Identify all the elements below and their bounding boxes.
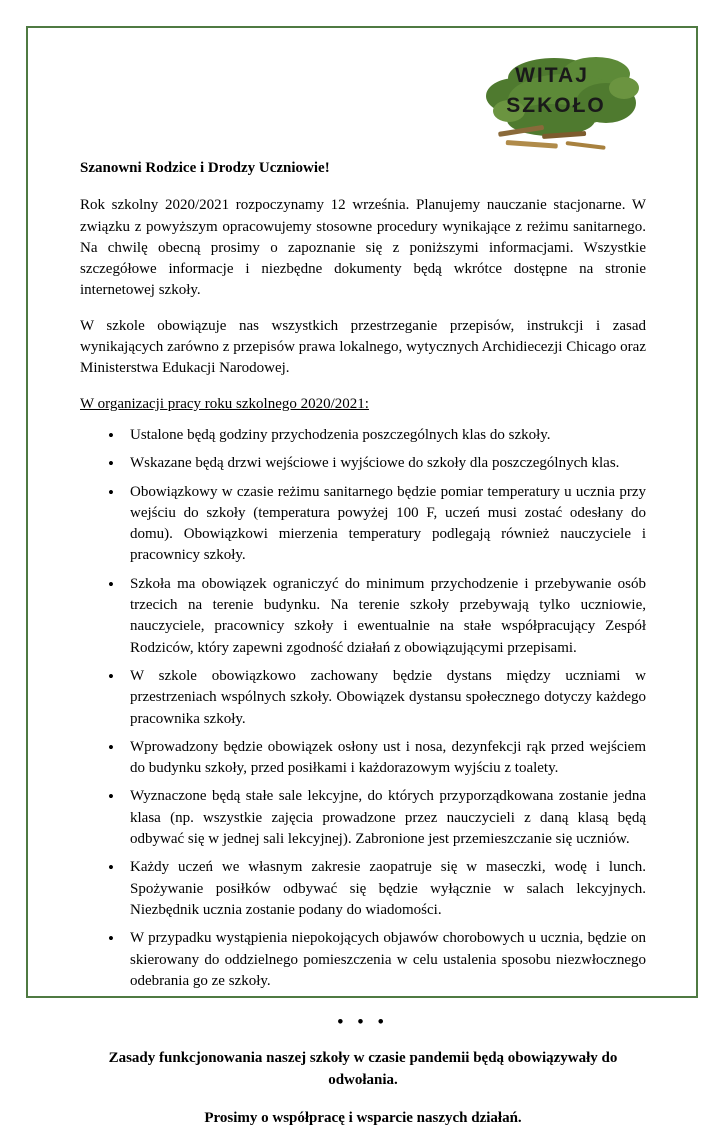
closing-line-2: Prosimy o współpracę i wsparcie naszych działań. — [204, 1109, 522, 1126]
paragraph-1: Rok szkolny 2020/2021 rozpoczynamy 12 września. Planujemy nauczanie stacjonarne. W związku z powyższym opracowujemy stosowne procedury wynikające z reżimu sanitarnego. Na chwilę obecną prosimy o zapoznanie się z poniższymi informacjami. Wszystkie szczegółowe informacje i niezbędne dokumenty będą wkrótce dostępne na stronie internetowej szkoły. — [80, 197, 646, 299]
list-item: • Wprowadzony będzie obowiązek osłony ust i nosa, dezynfekcji rąk przed wejściem do budynku szkoły, przed posiłkami i każdorazowym wyjściu z toalety. — [128, 737, 646, 780]
salutation: Szanowni Rodzice i Drodzy Uczniowie! — [80, 160, 330, 176]
closing-line-1: Zasady funkcjonowania naszej szkoły w czasie pandemii będą obowiązywały do odwołania. — [108, 1050, 618, 1088]
logo-line1: WITAJ — [515, 64, 589, 87]
divider-dots: • • • — [337, 1012, 389, 1032]
list-item: • Ustalone będą godziny przychodzenia poszczególnych klas do szkoły. — [128, 425, 646, 446]
logo-line2: SZKOŁO — [506, 94, 606, 117]
document-body — [80, 158, 646, 1129]
list-item: • W przypadku wystąpienia niepokojących objawów chorobowych u ucznia, będzie on skierowany do oddzielnego pomieszczenia w celu ustalenia sposobu niezwłocznego odebrania go ze szkoły. — [128, 928, 646, 992]
list-item: • Szkoła ma obowiązek ograniczyć do minimum przychodzenie i przebywanie osób trzecich na terenie budynku. Na terenie szkoły przebywają tylko uczniowie, nauczyciele, pracownicy szkoły i ewentualnie na stałe współpracujący Zespół Rodziców, który zapewni zgodność działań z obowiązującymi przepisami. — [128, 574, 646, 659]
list-item: • Wyznaczone będą stałe sale lekcyjne, do których przyporządkowana zostanie jedna klasa (np. wszystkie zajęcia prowadzone przez nauczycieli z daną klasą będą odbywać się w jednej sali lekcyjnej). Zabronione jest przemieszczanie się uczniów. — [128, 786, 646, 850]
section-heading: W organizacji pracy roku szkolnego 2020/2021: — [80, 395, 369, 412]
list-item: • Obowiązkowy w czasie reżimu sanitarnego będzie pomiar temperatury u ucznia przy wejściu do szkoły (temperatura powyżej 100 F, uczeń musi zostać odesłany do domu). Obowiązkowi mierzenia temperatury podlegają również nauczyciele i pracownicy szkoły. — [128, 482, 646, 567]
paragraph-2: W szkole obowiązuje nas wszystkich przestrzeganie przepisów, instrukcji i zasad wynikających zarówno z przepisów prawa lokalnego, wytycznych Archidiecezji Chicago oraz Ministerstwa Edukacji Narodowej. — [80, 317, 646, 377]
witaj-szkolo-logo — [446, 48, 646, 153]
list-item: • Każdy uczeń we własnym zakresie zaopatruje się w maseczki, wodę i lunch. Spożywanie posiłków odbywać się będzie wyłącznie w salach lekcyjnych. Niezbędnik ucznia zostanie podany do wiadomości. — [128, 857, 646, 921]
document-content — [80, 40, 646, 1129]
list-item: • W szkole obowiązkowo zachowany będzie dystans między uczniami w przestrzeniach wspólnych szkoły. Obowiązek dystansu społecznego dotyczy każdego pracownika szkoły. — [128, 666, 646, 730]
organization-bullet-list — [80, 425, 646, 992]
list-item: • Wskazane będą drzwi wejściowe i wyjściowe do szkoły dla poszczególnych klas. — [128, 453, 646, 474]
